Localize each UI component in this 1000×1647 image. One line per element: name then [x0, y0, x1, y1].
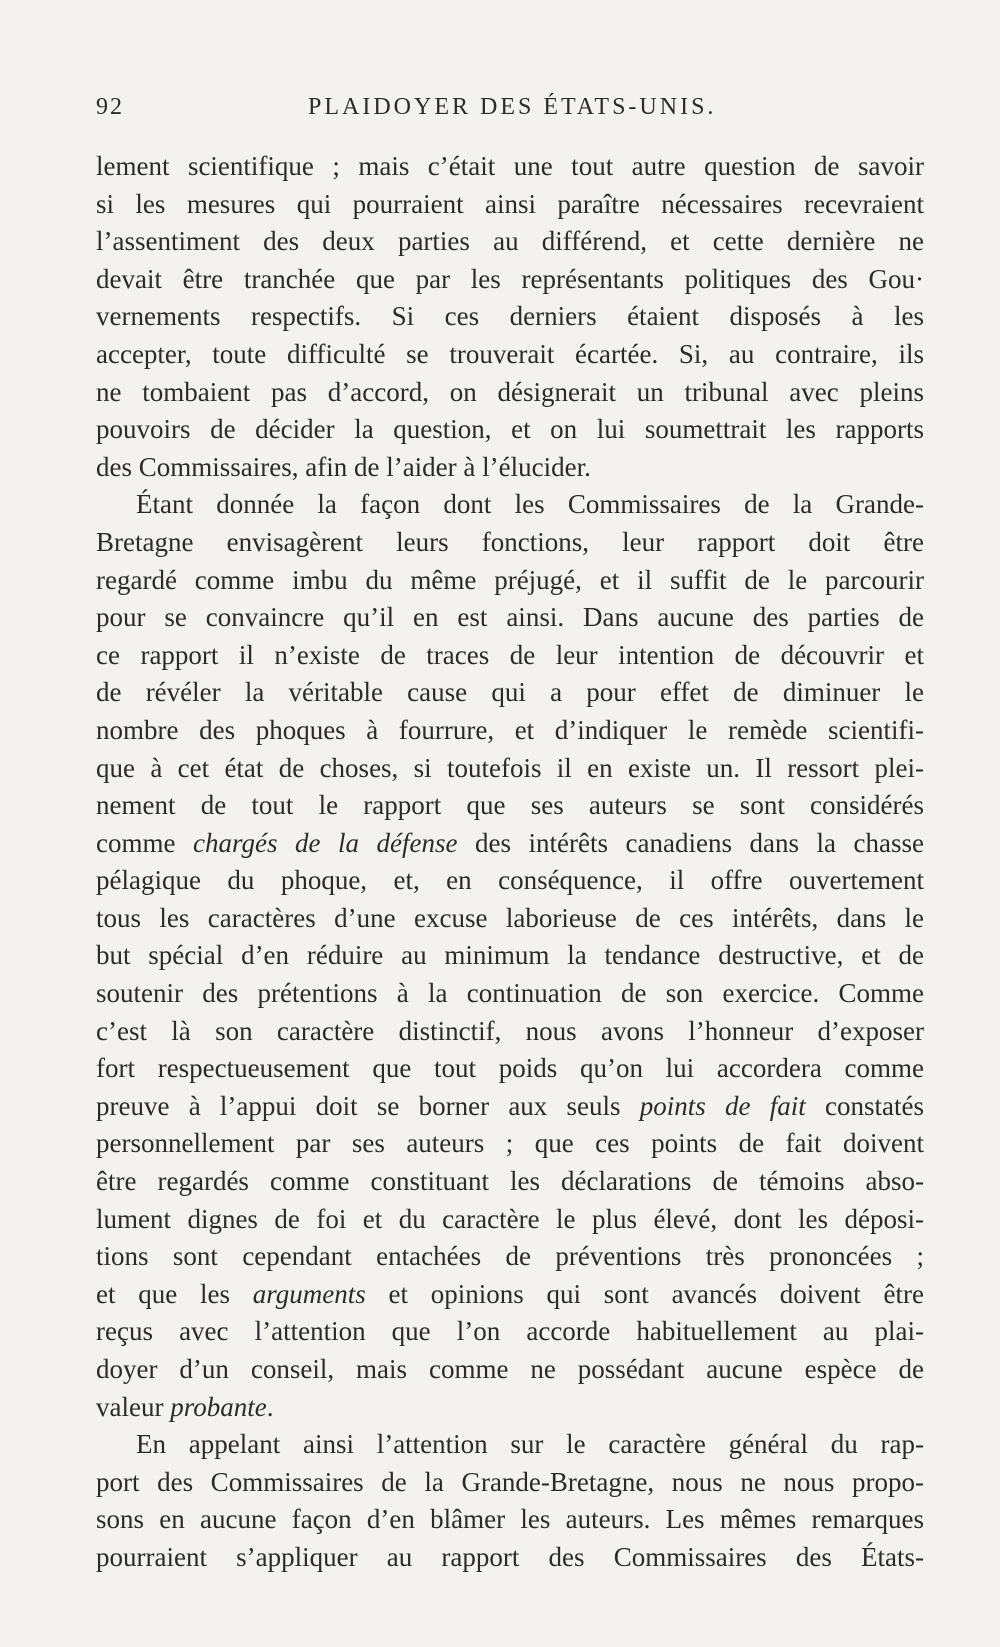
text-line: reçus avec l’attention que l’on accorde habituellement au plai-: [96, 1316, 924, 1347]
italic-text: points de fait: [639, 1090, 806, 1121]
text-line: pour se convaincre qu’il en est ainsi. Dans aucune des parties de: [96, 602, 924, 633]
text-line: soutenir des prétentions à la continuation de son exercice. Comme: [96, 978, 924, 1009]
text-line: lument dignes de foi et du caractère le plus élevé, dont les déposi-: [96, 1203, 924, 1234]
text-line: nombre des phoques à fourrure, et d’indiquer le remède scientifi-: [96, 714, 924, 745]
text-line: tions sont cependant entachées de préventions très prononcées ;: [96, 1241, 924, 1272]
text-line: pouvoirs de décider la question, et on lui soumettrait les rapports: [96, 414, 924, 445]
text-line: nement de tout le rapport que ses auteurs se sont considérés: [96, 790, 924, 821]
text-line: c’est là son caractère distinctif, nous avons l’honneur d’exposer: [96, 1015, 924, 1046]
text-line: ce rapport il n’existe de traces de leur intention de découvrir et: [96, 639, 924, 670]
running-head: [96, 94, 924, 130]
running-title: PLAIDOYER DES ÉTATS-UNIS.: [308, 94, 717, 120]
text-line: En appelant ainsi l’attention sur le caractère général du rap-: [136, 1429, 924, 1460]
italic-text: chargés de la défense: [193, 827, 458, 858]
text-segment: et que les: [96, 1278, 253, 1309]
text-line: port des Commissaires de la Grande-Bretagne, nous ne nous propo-: [96, 1466, 924, 1497]
text-line: pélagique du phoque, et, en conséquence, il offre ouvertement: [96, 865, 924, 896]
text-line: fort respectueusement que tout poids qu’on lui accordera comme: [96, 1053, 924, 1084]
text-segment: des intérêts canadiens dans la chasse: [457, 827, 924, 858]
text-line: pourraient s’appliquer au rapport des Commissaires des États-: [96, 1541, 924, 1572]
text-line: sons en aucune façon d’en blâmer les auteurs. Les mêmes remarques: [96, 1504, 924, 1535]
text-line: devait être tranchée que par les représentants politiques des Gou·: [96, 263, 924, 294]
text-line: si les mesures qui pourraient ainsi paraître nécessaires recevraient: [96, 188, 924, 219]
text-line: doyer d’un conseil, mais comme ne possédant aucune espèce de: [96, 1354, 924, 1384]
italic-text: arguments: [252, 1278, 366, 1309]
text-line: but spécial d’en réduire au minimum la tendance destructive, et de: [96, 940, 924, 971]
text-line-italic: [96, 1389, 924, 1427]
text-segment: et opinions qui sont avancés doivent être: [365, 1278, 924, 1309]
text-segment: comme: [96, 827, 193, 858]
text-line: ne tombaient pas d’accord, on désignerait un tribunal avec pleins: [96, 376, 924, 407]
text-line: vernements respectifs. Si ces derniers étaient disposés à les: [96, 301, 924, 332]
text-line: personnellement par ses auteurs ; que ces points de fait doivent: [96, 1128, 924, 1159]
text-line-italic: [96, 825, 924, 863]
text-segment: valeur: [96, 1391, 171, 1422]
text-line: que à cet état de choses, si toutefois il en existe un. Il ressort plei-: [96, 752, 924, 783]
text-line: être regardés comme constituant les déclarations de témoins abso-: [96, 1166, 924, 1197]
page-number: 92: [96, 94, 124, 120]
text-segment: constatés: [805, 1090, 924, 1121]
text-line: des Commissaires, afin de l’aider à l’élucider.: [96, 451, 591, 482]
text-line: regardé comme imbu du même préjugé, et il suffit de le parcourir: [96, 564, 924, 595]
text-line: lement scientifique ; mais c’était une tout autre question de savoir: [96, 151, 924, 181]
text-line: Étant donnée la façon dont les Commissaires de la Grande-: [136, 489, 924, 520]
text-line: de révéler la véritable cause qui a pour effet de diminuer le: [96, 677, 924, 708]
text-line: l’assentiment des deux parties au différend, et cette dernière ne: [96, 226, 924, 257]
text-line: accepter, toute difficulté se trouverait écartée. Si, au contraire, ils: [96, 338, 924, 369]
text-line-italic: [96, 1088, 924, 1126]
text-segment: .: [266, 1391, 274, 1422]
text-line: Bretagne envisagèrent leurs fonctions, leur rapport doit être: [96, 526, 924, 557]
italic-text: probante: [170, 1391, 267, 1422]
text-line: tous les caractères d’une excuse laborieuse de ces intérêts, dans le: [96, 902, 924, 933]
text-segment: preuve à l’appui doit se borner aux seuls: [96, 1090, 640, 1121]
body-text: [96, 148, 924, 1577]
text-line-italic: [96, 1276, 924, 1314]
